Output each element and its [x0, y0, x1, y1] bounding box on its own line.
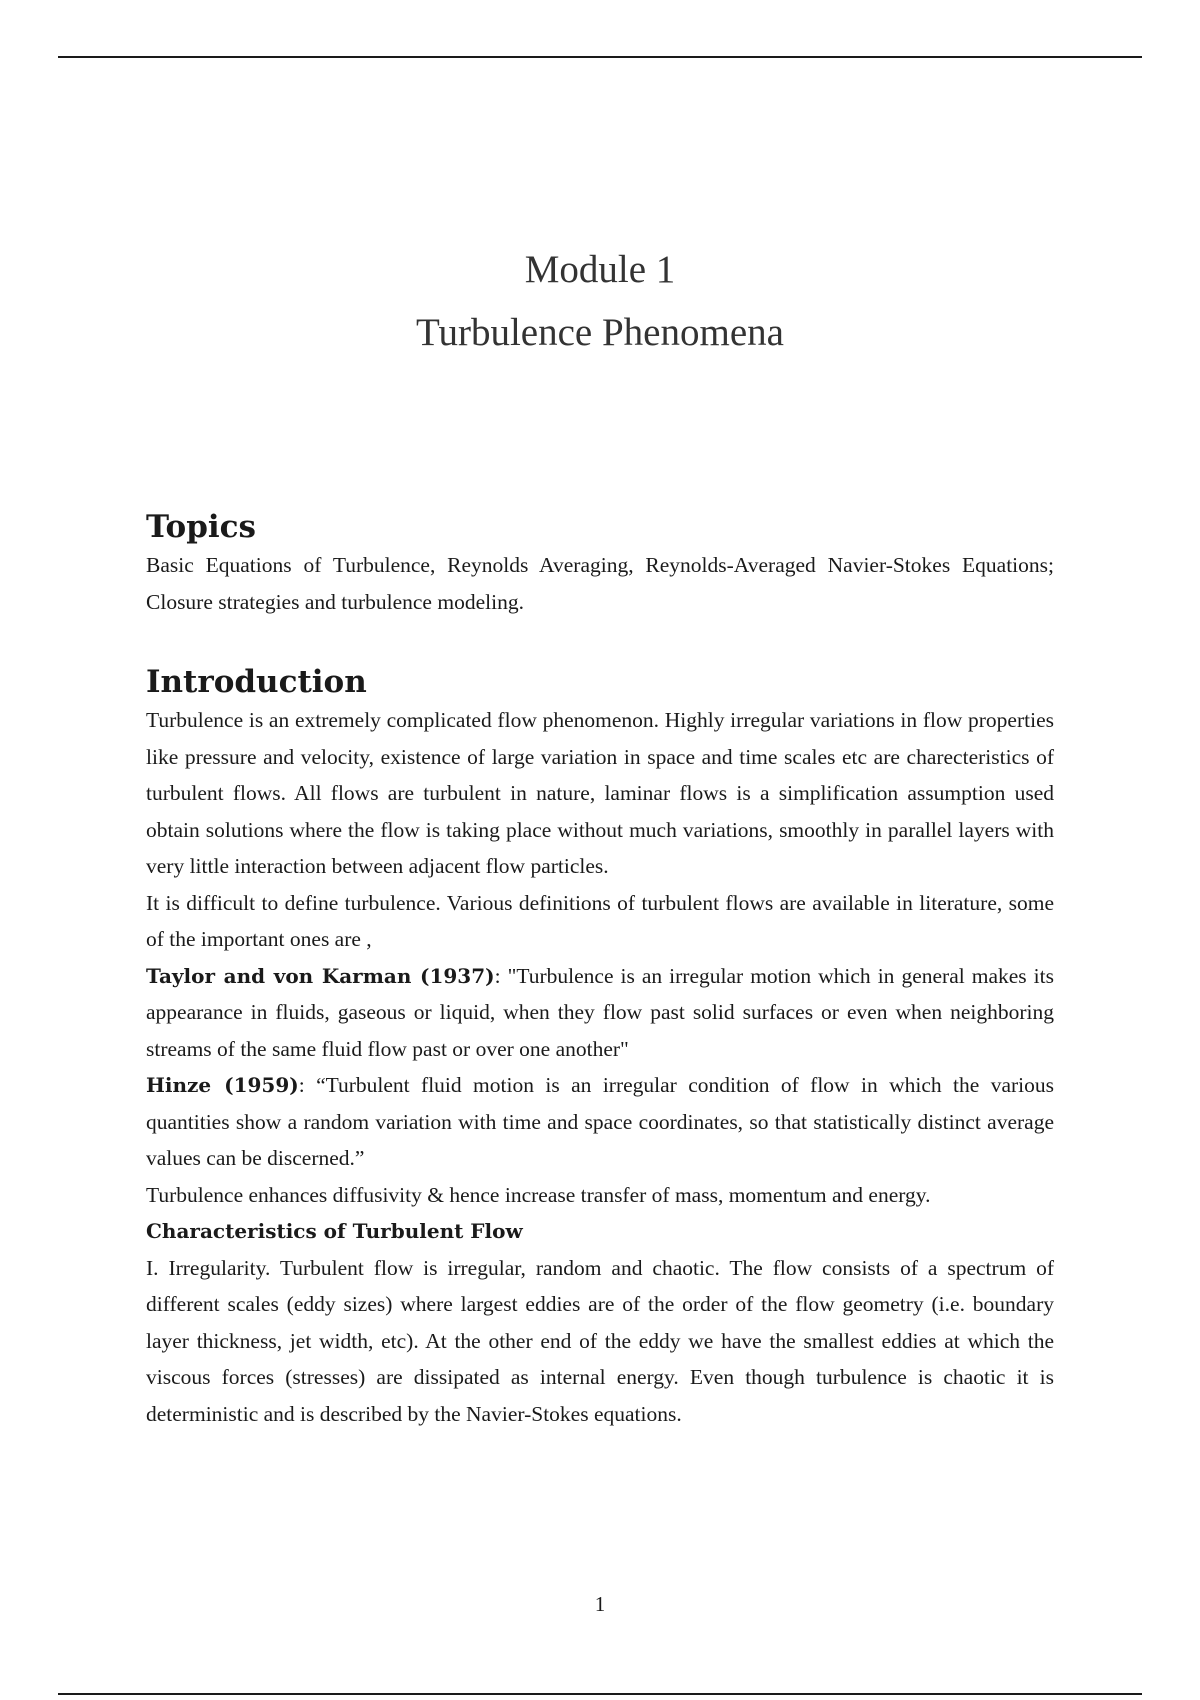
page-number: 1: [594, 1592, 606, 1616]
intro-paragraph-2: It is difficult to define turbulence. Various definitions of turbulent flows are available in literature, some of the important ones are ,: [146, 890, 1054, 951]
introduction-heading: Introduction: [146, 664, 367, 700]
title-block: [0, 238, 1200, 364]
definition-author: Taylor and von Karman (1937): [146, 963, 495, 988]
irregularity-paragraph: I. Irregularity. Turbulent flow is irregular, random and chaotic. The flow consists of a spectrum of different scales (eddy sizes) where largest eddies are of the order of the flow geometry (i.e. boundary layer thickness, jet width, etc). At the other end of the eddy we have the smallest eddies at which the viscous forces (stresses) are dissipated as internal energy. Even though turbulence is chaotic it is deterministic and is described by the Navier-Stokes equations.: [146, 1255, 1054, 1426]
definition-taylor-karman: [146, 958, 1054, 1068]
intro-paragraph-1: Turbulence is an extremely complicated flow phenomenon. Highly irregular variations in flow properties like pressure and velocity, existence of large variation in space and time scales etc are charecteristics of turbulent flows. All flows are turbulent in nature, laminar flows is a simplification assumption used obtain solutions where the flow is taking place without much variations, smoothly in parallel layers with very little interaction between adjacent flow particles.: [146, 708, 1054, 878]
module-title: Module 1: [524, 248, 676, 291]
topics-text: Basic Equations of Turbulence, Reynolds Averaging, Reynolds-Averaged Navier-Stokes Equations; Closure strategies and turbulence modeling.: [146, 553, 1054, 614]
bottom-rule: [58, 1693, 1142, 1695]
topics-heading: Topics: [146, 509, 256, 545]
module-subtitle: Turbulence Phenomena: [416, 311, 784, 354]
definition-text: : "Turbulence is an irregular motion which in general makes its appearance in fluids, gaseous or liquid, when they flow past solid surfaces or even when neighboring streams of the same fluid flow past or over one another": [146, 963, 1054, 1061]
definition-text: : “Turbulent fluid motion is an irregular condition of flow in which the various quantities show a random variation with time and space coordinates, so that statistically distinct average values can be discerned.”: [146, 1073, 1054, 1170]
top-rule: [58, 56, 1142, 58]
definition-author: Hinze (1959): [146, 1073, 299, 1097]
intro-paragraph-3: Turbulence enhances diffusivity & hence increase transfer of mass, momentum and energy.: [146, 1182, 931, 1207]
characteristics-heading: Characteristics of Turbulent Flow: [146, 1219, 523, 1243]
definition-hinze: [146, 1067, 1054, 1177]
document-body: [146, 507, 1054, 1432]
